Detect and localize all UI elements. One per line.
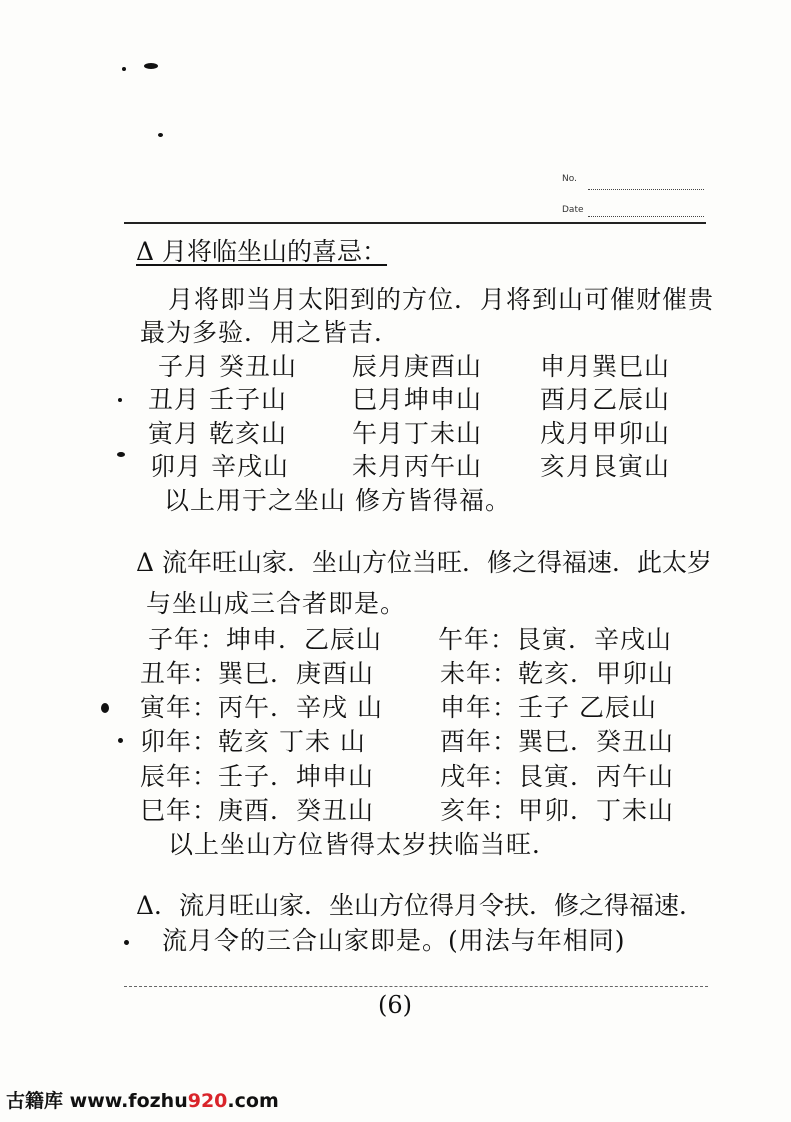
- scan-speck: [101, 703, 109, 713]
- section-2-summary: 以上坐山方位皆得太岁扶临当旺．: [168, 830, 559, 859]
- s2-row-4-left: 卯年：乾亥 丁未 山: [140, 727, 366, 756]
- section-1-intro-line-2: 最为多验．用之皆吉．: [140, 318, 401, 347]
- s1-row-4-col-1: 卯月 辛戌山: [150, 452, 289, 481]
- scan-speck: [122, 67, 126, 71]
- s2-row-2-left: 丑年：巽巳．庚酉山: [140, 659, 375, 688]
- watermark: [6, 1086, 279, 1113]
- date-label: Date: [562, 205, 584, 215]
- s1-row-4-col-2: 未月丙午山: [352, 452, 483, 481]
- section-1-intro-line-1: 月将即当月太阳到的方位．月将到山可催财催贵: [168, 285, 715, 314]
- watermark-url-prefix: www.fozhu: [69, 1090, 188, 1112]
- page-number: (6): [378, 991, 412, 1019]
- s1-row-1-col-3: 申月巽巳山: [540, 352, 671, 381]
- section-3-intro-line-1: 流月令的三合山家即是。(用法与年相同): [162, 926, 626, 955]
- scan-speck: [158, 133, 163, 137]
- s2-row-3-right: 申年：壬子 乙辰山: [440, 693, 657, 722]
- s2-row-2-right: 未年：乾亥．甲卯山: [440, 659, 675, 688]
- no-label: No.: [562, 174, 577, 184]
- watermark-url-suffix: .com: [227, 1090, 279, 1112]
- s2-row-5-left: 辰年：壬子．坤申山: [140, 762, 375, 791]
- section-2-title: Δ 流年旺山家．坐山方位当旺．修之得福速．此太岁: [136, 548, 713, 577]
- s2-row-6-right: 亥年：甲卯．丁未山: [440, 796, 675, 825]
- s2-row-6-left: 巳年：庚酉．癸丑山: [140, 796, 375, 825]
- scan-speck: [144, 63, 158, 69]
- scan-speck: [118, 398, 122, 402]
- s2-row-3-left: 寅年：丙午．辛戌 山: [140, 693, 383, 722]
- watermark-url[interactable]: [70, 1090, 279, 1112]
- s2-row-4-right: 酉年：巽巳．癸丑山: [440, 727, 675, 756]
- s1-row-2-col-1: 丑月 壬子山: [148, 385, 287, 414]
- watermark-url-highlight: 920: [187, 1090, 228, 1112]
- s1-row-1-col-1: 子月 癸丑山: [158, 352, 297, 381]
- no-line: [588, 189, 704, 190]
- s2-row-1-left: 子年：坤申．乙辰山: [148, 625, 383, 654]
- s1-row-3-col-1: 寅月 乾亥山: [148, 419, 287, 448]
- s1-row-3-col-2: 午月丁未山: [352, 419, 483, 448]
- scan-speck: [124, 940, 129, 945]
- section-1-summary: 以上用于之坐山 修方皆得福。: [164, 486, 511, 515]
- section-1-title: Δ 月将临坐山的喜忌：: [136, 237, 388, 266]
- s2-row-1-right: 午年：艮寅．辛戌山: [438, 625, 673, 654]
- s1-row-4-col-3: 亥月艮寅山: [540, 452, 671, 481]
- scan-speck: [117, 452, 125, 457]
- section-3-title: Δ．流月旺山家．坐山方位得月令扶．修之得福速．: [136, 891, 705, 920]
- date-line: [588, 216, 704, 217]
- watermark-site-name: 古籍库: [6, 1090, 64, 1112]
- footer-rule: [124, 986, 708, 987]
- scan-speck: [118, 738, 123, 743]
- s1-row-2-col-2: 巳月坤申山: [352, 385, 483, 414]
- s2-row-5-right: 戌年：艮寅．丙午山: [440, 762, 675, 791]
- s1-row-2-col-3: 酉月乙辰山: [540, 385, 671, 414]
- s1-row-3-col-3: 戌月甲卯山: [540, 419, 671, 448]
- section-2-intro-line-1: 与坐山成三合者即是。: [146, 589, 407, 618]
- header-rule: [124, 222, 706, 224]
- s1-row-1-col-2: 辰月庚酉山: [352, 352, 483, 381]
